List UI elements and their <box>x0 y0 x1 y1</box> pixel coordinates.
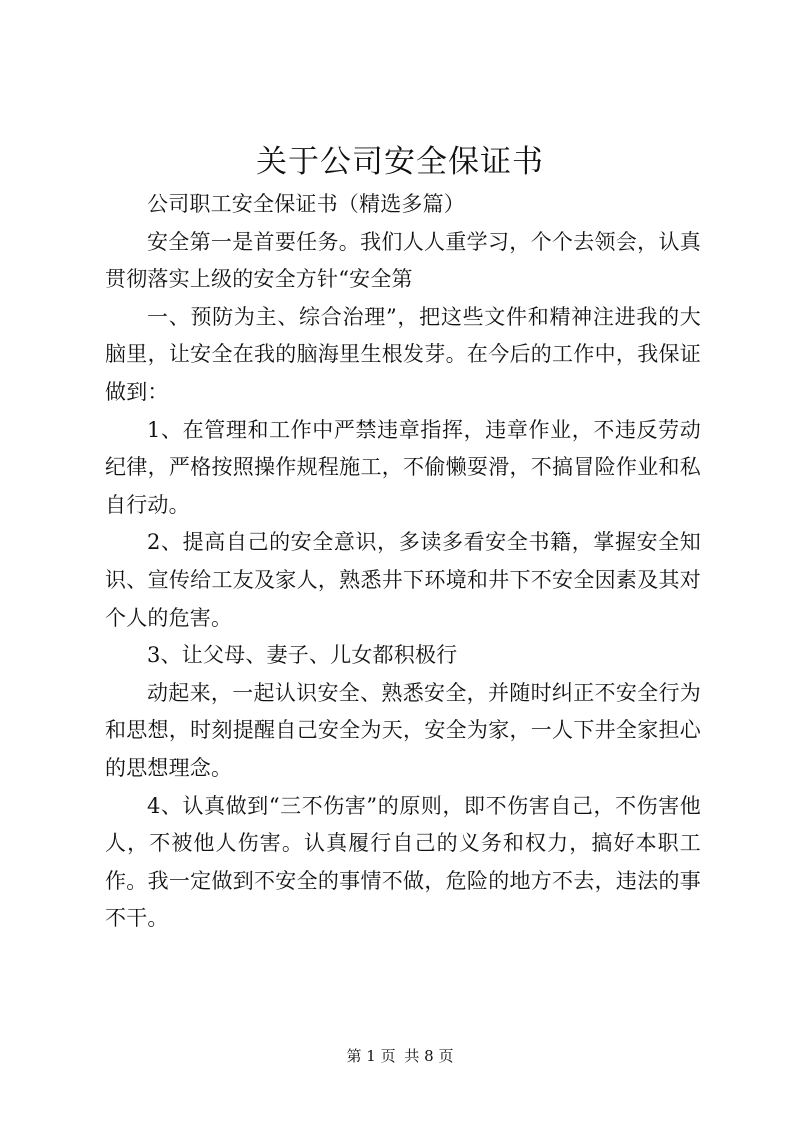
paragraph-item-2: 2、提高自己的安全意识，多读多看安全书籍，掌握安全知识、宣传给工友及家人，熟悉井下环境和井下不安全因素及其对个人的危害。 <box>105 530 701 630</box>
document-body <box>105 186 701 938</box>
paragraph-item-3: 3、让父母、妻子、儿女都积极行 <box>147 643 458 668</box>
page-footer <box>0 1045 800 1067</box>
paragraph-policy: 一、预防为主、综合治理”，把这些文件和精神注进我的大脑里，让安全在我的脑海里生根发芽。在今后的工作中，我保证做到： <box>105 304 701 404</box>
paragraph-intro: 安全第一是首要任务。我们人人重学习，个个去领会，认真贯彻落实上级的安全方针“安全第 <box>105 229 701 292</box>
paragraph-item-1: 1、在管理和工作中严禁违章指挥，违章作业，不违反劳动纪律，严格按照操作规程施工，不偷懒耍滑，不搞冒险作业和私自行动。 <box>105 417 701 517</box>
document-title: 关于公司安全保证书 <box>256 144 544 180</box>
paragraph-item-4: 4、认真做到“三不伤害”的原则，即不伤害自己，不伤害他人，不被他人伤害。认真履行自己的义务和权力，搞好本职工作。我一定做到不安全的事情不做，危险的地方不去，违法的事不干。 <box>105 793 701 931</box>
page-total: 共 8 页 <box>404 1047 454 1065</box>
page-number: 第 1 页 <box>346 1047 396 1065</box>
paragraph-item-3-continued: 动起来，一起认识安全、熟悉安全，并随时纠正不安全行为和思想，时刻提醒自己安全为天，安全为家，一人下井全家担心的思想理念。 <box>105 680 701 780</box>
paragraph-subtitle: 公司职工安全保证书（精选多篇） <box>147 192 465 216</box>
